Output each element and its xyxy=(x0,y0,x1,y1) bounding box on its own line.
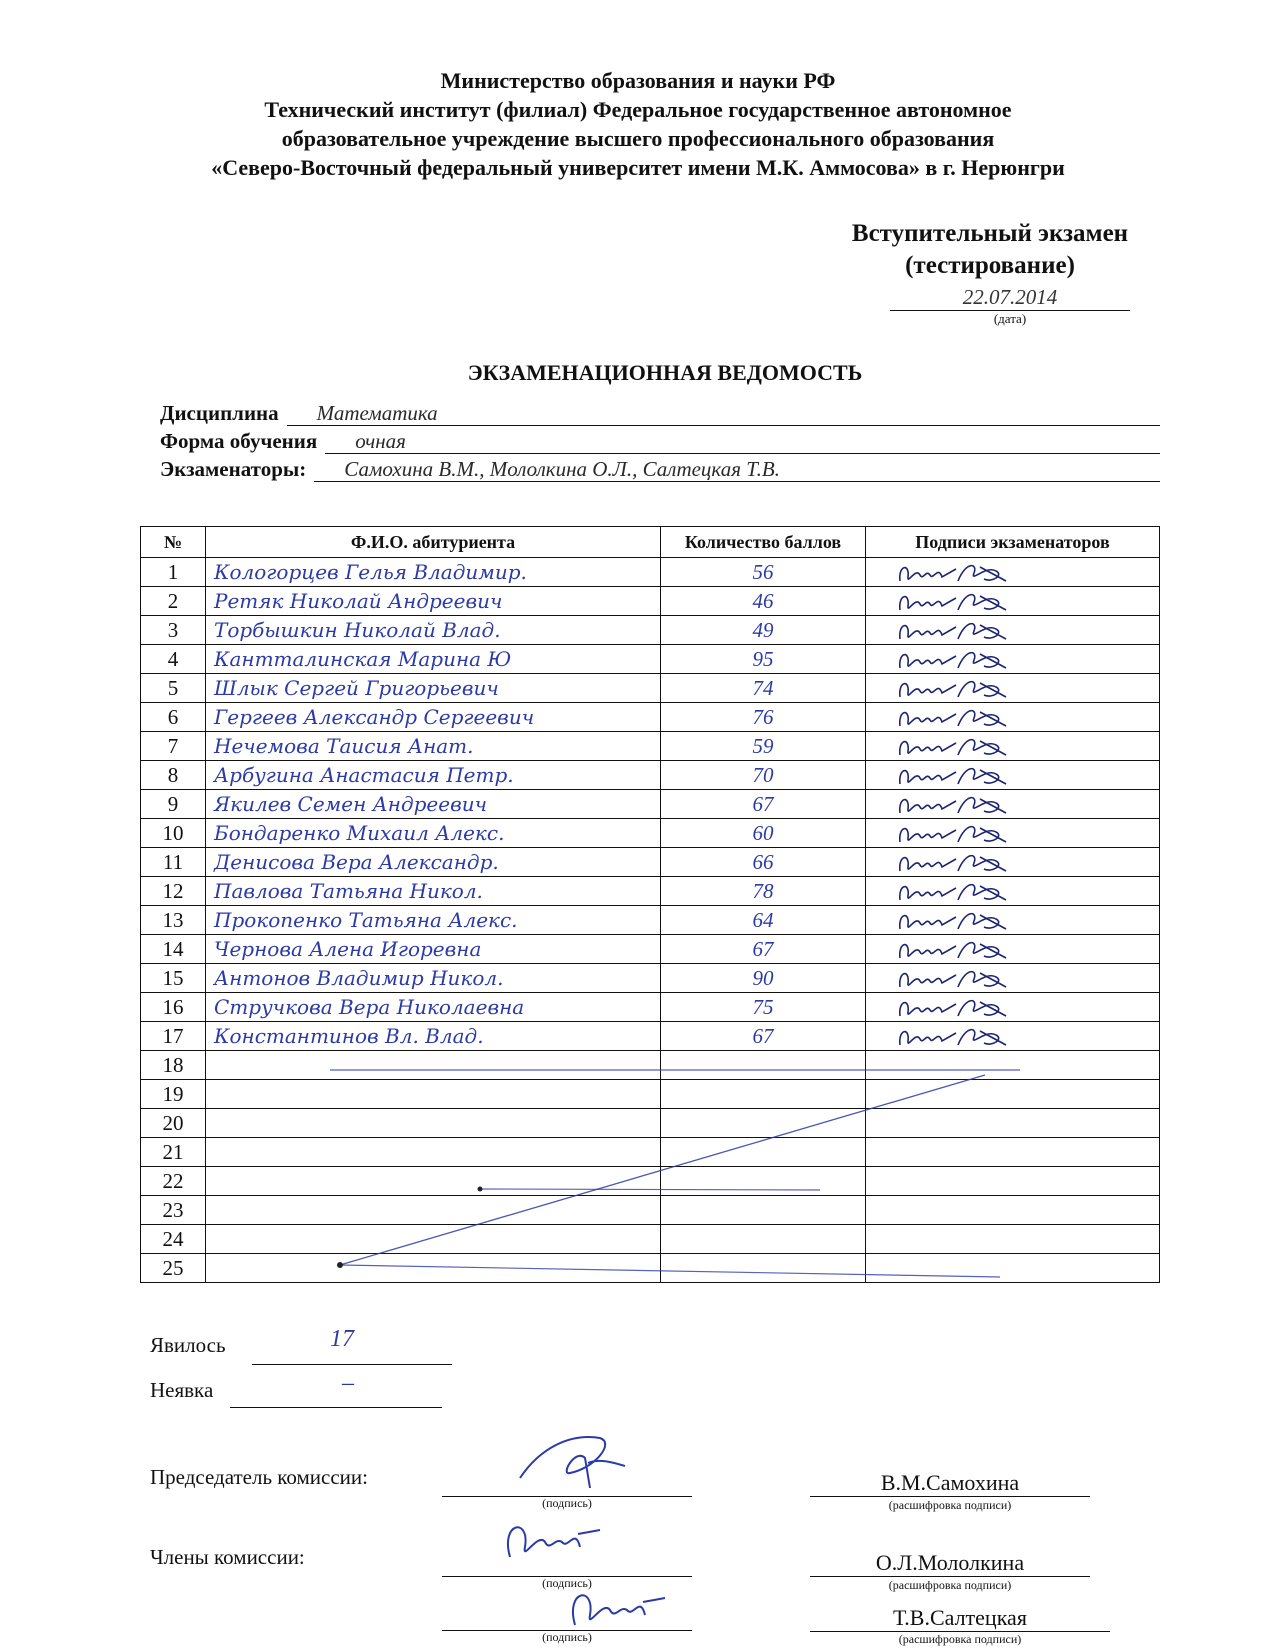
row-number: 16 xyxy=(141,993,206,1022)
applicant-score: 67 xyxy=(661,1022,866,1051)
row-number: 17 xyxy=(141,1022,206,1051)
applicant-name: Прокопенко Татьяна Алекс. xyxy=(206,906,661,935)
row-number: 10 xyxy=(141,819,206,848)
header-line-4: «Северо-Восточный федеральный университет имени М.К. Аммосова» в г. Нерюнгри xyxy=(211,155,1065,180)
applicant-score: 66 xyxy=(661,848,866,877)
applicant-score: 64 xyxy=(661,906,866,935)
discipline-label: Дисциплина xyxy=(160,401,279,425)
row-number: 19 xyxy=(141,1080,206,1109)
applicant-name: Константинов Вл. Влад. xyxy=(206,1022,661,1051)
row-number: 18 xyxy=(141,1051,206,1080)
absent-value: – xyxy=(342,1370,354,1396)
applicant-name: Павлова Татьяна Никол. xyxy=(206,877,661,906)
applicant-name: Торбышкин Николай Влад. xyxy=(206,616,661,645)
row-number: 15 xyxy=(141,964,206,993)
column-header-signatures: Подписи экзаменаторов xyxy=(866,527,1160,558)
exam-date-caption: (дата) xyxy=(993,311,1027,326)
row-number: 25 xyxy=(141,1254,206,1283)
absent-label: Неявка xyxy=(150,1378,214,1402)
applicant-score: 74 xyxy=(661,674,866,703)
applicant-score: 46 xyxy=(661,587,866,616)
applicant-name: Арбугина Анастасия Петр. xyxy=(206,761,661,790)
applicant-score: 67 xyxy=(661,790,866,819)
row-number: 11 xyxy=(141,848,206,877)
member1-signature-caption: (подпись) xyxy=(542,1576,592,1590)
header-line-3: образовательное учреждение высшего профессионального образования xyxy=(281,126,995,151)
column-header-name: Ф.И.О. абитуриента xyxy=(206,527,661,558)
examiners-label: Экзаменаторы: xyxy=(160,457,307,481)
exam-type-line-1: Вступительный экзамен xyxy=(851,220,1129,247)
applicant-name: Чернова Алена Игоревна xyxy=(206,935,661,964)
applicant-name: Якилев Семен Андреевич xyxy=(206,790,661,819)
exam-date: 22.07.2014 xyxy=(890,284,1130,311)
row-number: 3 xyxy=(141,616,206,645)
row-number: 6 xyxy=(141,703,206,732)
member1-decode-caption: (расшифровка подписи) xyxy=(888,1578,1012,1592)
chair-name: В.М.Самохина xyxy=(810,1470,1090,1497)
row-number: 5 xyxy=(141,674,206,703)
member1-signature-scribble xyxy=(490,1512,610,1572)
applicant-score: 76 xyxy=(661,703,866,732)
applicant-score: 67 xyxy=(661,935,866,964)
exam-type-line-2: (тестирование) xyxy=(905,252,1075,279)
row-number: 12 xyxy=(141,877,206,906)
column-header-score: Количество баллов xyxy=(661,527,866,558)
applicant-score: 59 xyxy=(661,732,866,761)
member2-signature-caption: (подпись) xyxy=(542,1630,592,1644)
row-number: 2 xyxy=(141,587,206,616)
document-title: ЭКЗАМЕНАЦИОННАЯ ВЕДОМОСТЬ xyxy=(467,360,863,385)
row-number: 23 xyxy=(141,1196,206,1225)
applicant-score: 95 xyxy=(661,645,866,674)
header-line-2: Технический институт (филиал) Федеральное государственное автономное xyxy=(264,97,1012,122)
applicant-name: Стручкова Вера Николаевна xyxy=(206,993,661,1022)
row-number: 4 xyxy=(141,645,206,674)
applicant-score: 56 xyxy=(661,558,866,587)
row-number: 8 xyxy=(141,761,206,790)
applicant-name: Кантталинская Марина Ю xyxy=(206,645,661,674)
present-value: 17 xyxy=(330,1326,354,1352)
chair-signature-scribble xyxy=(500,1428,640,1498)
member2-signature-scribble xyxy=(555,1580,675,1640)
member2-name: Т.В.Салтецкая xyxy=(810,1605,1110,1632)
chair-decode-caption: (расшифровка подписи) xyxy=(888,1498,1012,1512)
row-number: 1 xyxy=(141,558,206,587)
applicant-name: Гергеев Александр Сергеевич xyxy=(206,703,661,732)
applicant-score: 49 xyxy=(661,616,866,645)
applicant-name: Бондаренко Михаил Алекс. xyxy=(206,819,661,848)
row-number: 14 xyxy=(141,935,206,964)
applicant-name: Шлык Сергей Григорьевич xyxy=(206,674,661,703)
column-header-number: № xyxy=(141,527,206,558)
row-number: 20 xyxy=(141,1109,206,1138)
member1-name: О.Л.Мололкина xyxy=(810,1550,1090,1577)
applicant-name: Ретяк Николай Андреевич xyxy=(206,587,661,616)
applicant-score: 60 xyxy=(661,819,866,848)
row-number: 22 xyxy=(141,1167,206,1196)
discipline-value: Математика xyxy=(287,401,1160,426)
applicant-score: 78 xyxy=(661,877,866,906)
applicant-score: 90 xyxy=(661,964,866,993)
header-line-1: Министерство образования и науки РФ xyxy=(440,68,836,93)
applicant-name: Денисова Вера Александр. xyxy=(206,848,661,877)
examiners-value: Самохина В.М., Mололкина О.Л., Салтецкая Т.В. xyxy=(314,457,1160,482)
row-number: 7 xyxy=(141,732,206,761)
applicant-name: Кологорцев Гелья Владимир. xyxy=(206,558,661,587)
row-number: 9 xyxy=(141,790,206,819)
members-label: Члены комиссии: xyxy=(150,1545,305,1569)
applicant-name: Антонов Владимир Никол. xyxy=(206,964,661,993)
applicant-name: Нечемова Таисия Анат. xyxy=(206,732,661,761)
study-form-value: очная xyxy=(325,429,1160,454)
study-form-label: Форма обучения xyxy=(160,429,318,453)
present-label: Явилось xyxy=(150,1333,226,1357)
chair-signature-caption: (подпись) xyxy=(542,1496,592,1510)
absent-line xyxy=(230,1383,442,1408)
row-number: 13 xyxy=(141,906,206,935)
row-number: 24 xyxy=(141,1225,206,1254)
applicant-score: 70 xyxy=(661,761,866,790)
member2-decode-caption: (расшифровка подписи) xyxy=(898,1632,1022,1646)
row-number: 21 xyxy=(141,1138,206,1167)
applicant-score: 75 xyxy=(661,993,866,1022)
chair-label: Председатель комиссии: xyxy=(150,1465,368,1489)
